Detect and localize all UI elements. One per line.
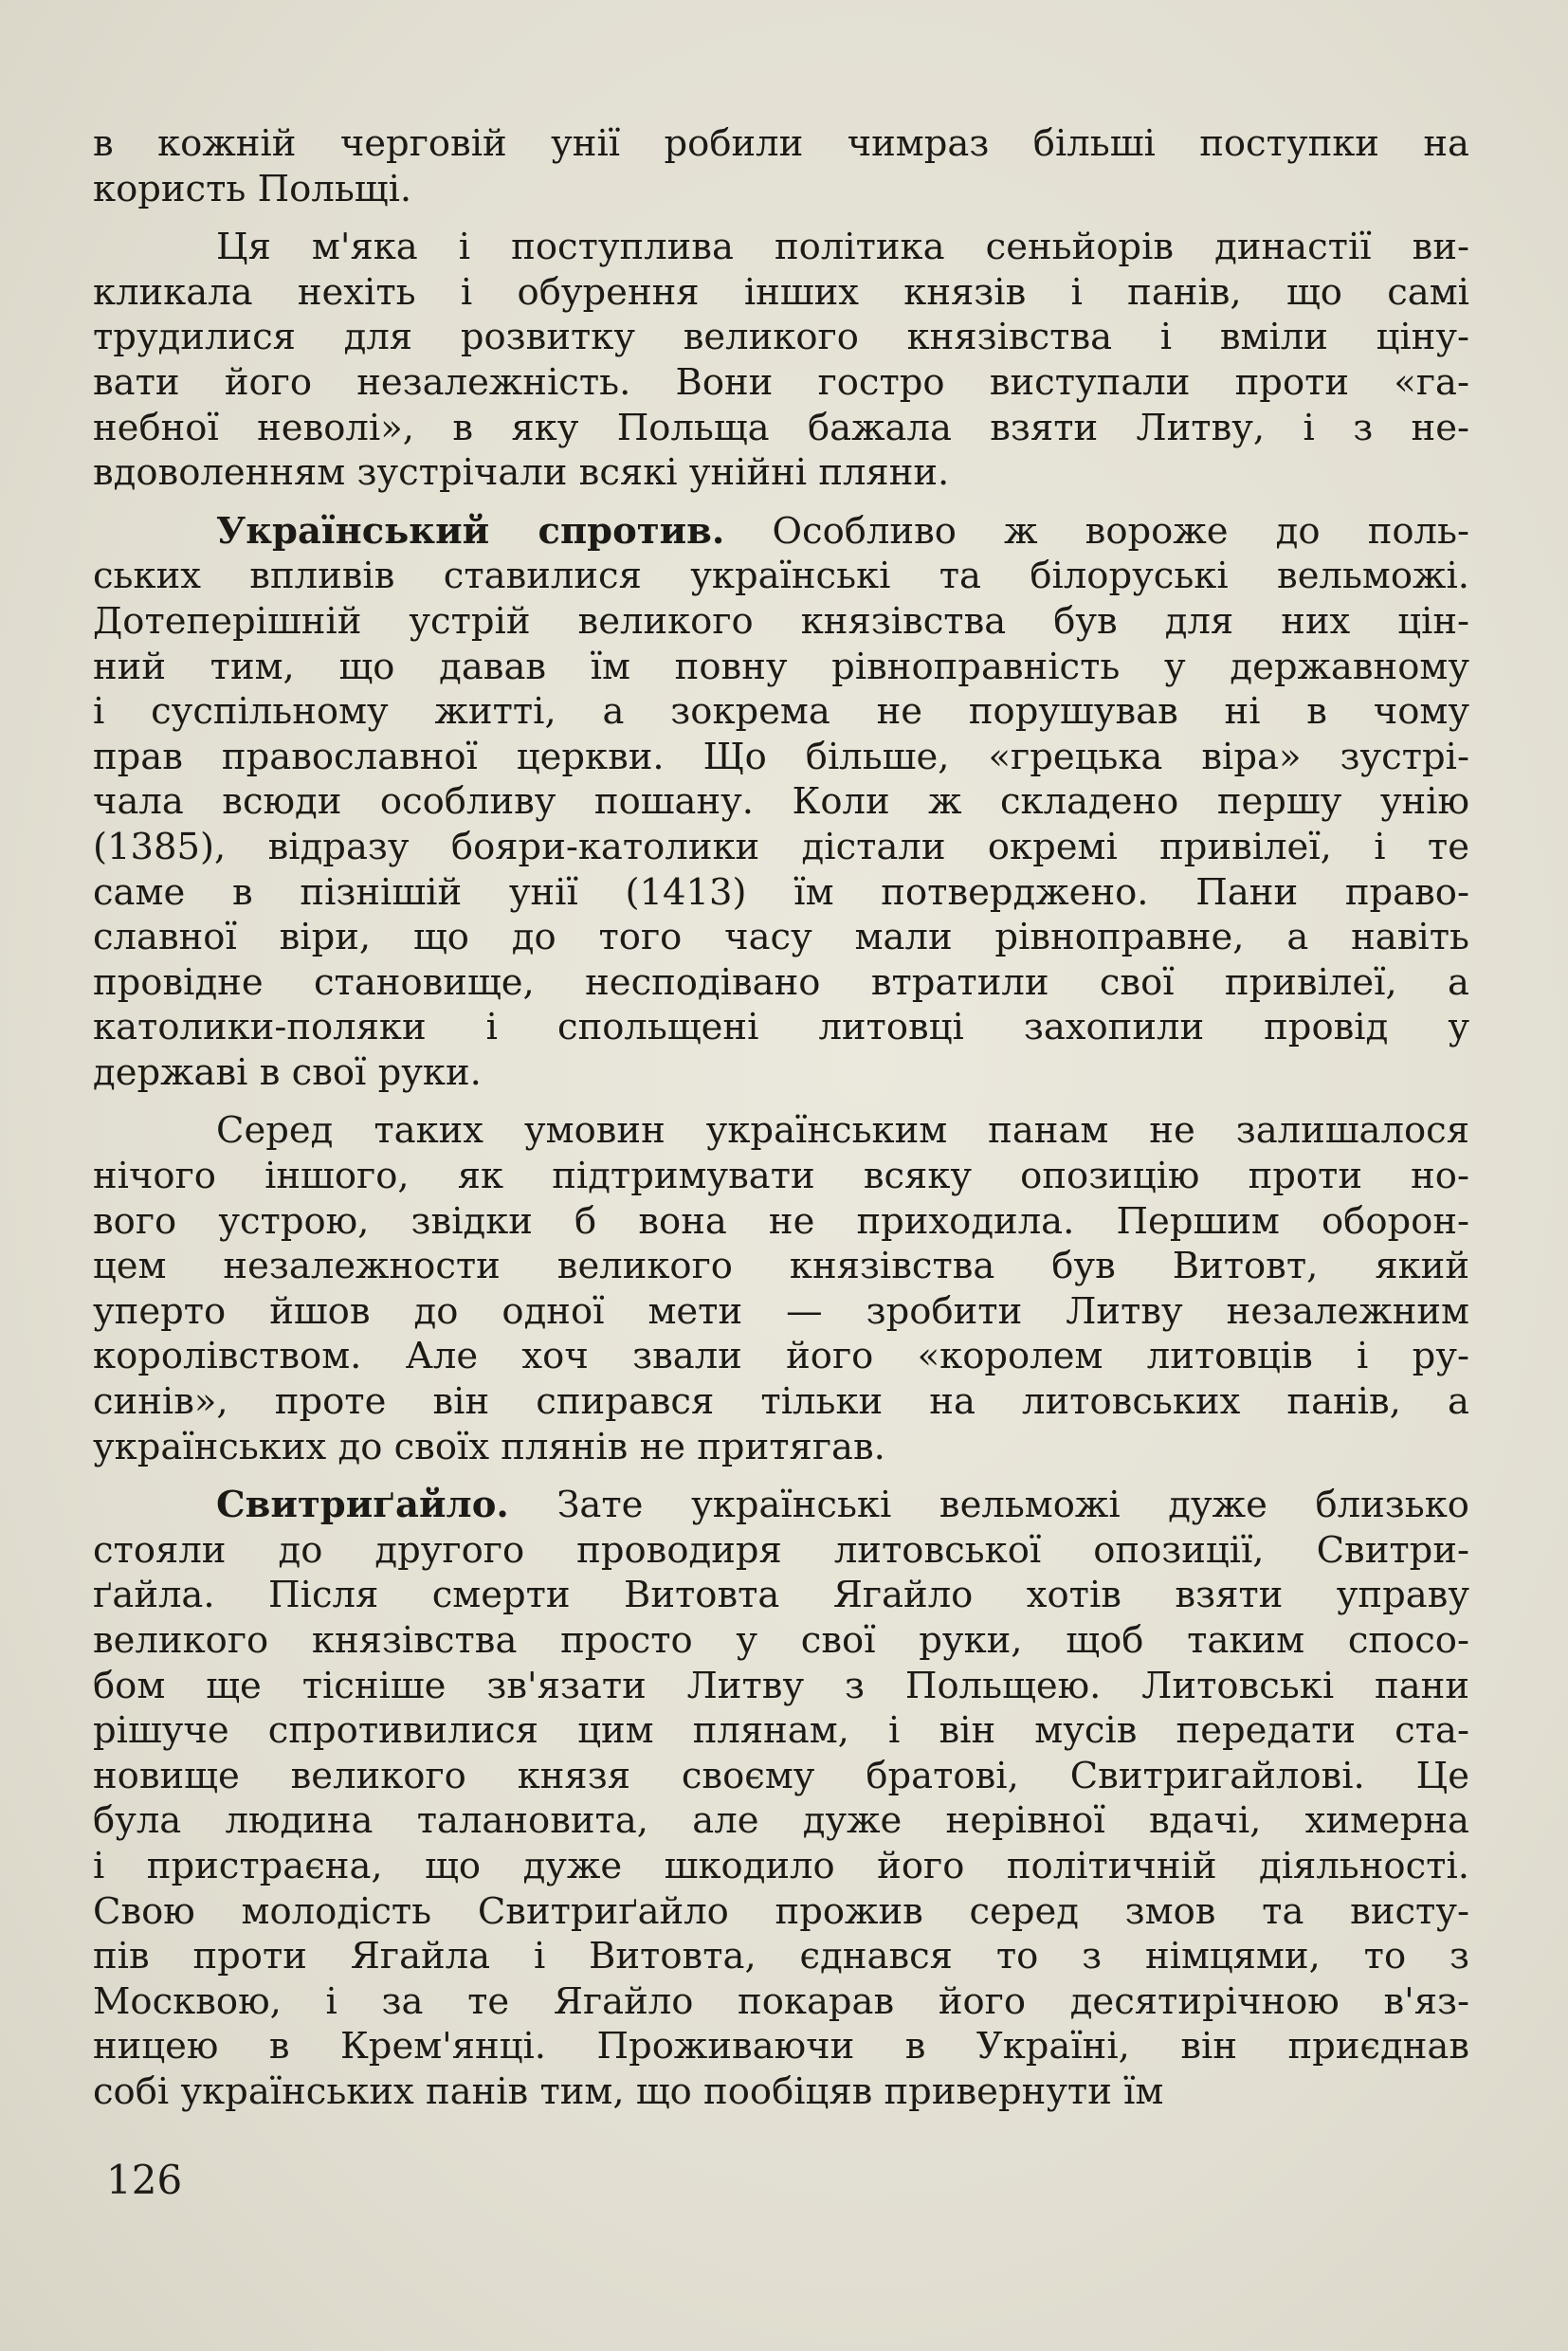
- line-text: Серед таких умовин українським панам не залишалося: [216, 1109, 1469, 1153]
- line-text: Дотеперішній устрій великого князівства був для них цін-: [93, 599, 1469, 643]
- text-line: [93, 1050, 1469, 1096]
- line-text: користь Польщі.: [93, 167, 412, 210]
- text-line: [93, 1334, 1469, 1379]
- line-text: саме в пізнішій унії (1413) їм потверджено. Пани право-: [93, 870, 1469, 914]
- text-line: [93, 825, 1469, 870]
- text-line: [93, 121, 1469, 167]
- line-text: великого князівства просто у свої руки, щоб таким спосо-: [93, 1619, 1469, 1662]
- text-line: [93, 735, 1469, 780]
- line-text: славної віри, що до того часу мали рівноправне, а навіть: [93, 916, 1469, 959]
- paragraph: [93, 509, 1469, 1096]
- line-text: кликала нехіть і обурення інших князів і панів, що самі: [93, 270, 1469, 314]
- text-line: [93, 2069, 1469, 2115]
- text-line: [93, 450, 1469, 496]
- line-text: в кожній черговій унії робили чимраз більші поступки на: [93, 122, 1469, 165]
- text-line: [93, 1664, 1469, 1709]
- line-text: Ця м'яка і поступлива політика сеньйорів династії ви-: [216, 226, 1469, 269]
- text-line: [93, 2024, 1469, 2069]
- text-line: [93, 870, 1469, 916]
- text-line: [93, 270, 1469, 316]
- text-line: [93, 1754, 1469, 1799]
- text-line: [93, 1573, 1469, 1618]
- text-line: [93, 167, 1469, 212]
- line-text: вдоволенням зустрічали всякі унійні пляни.: [93, 451, 950, 495]
- text-line: [93, 1289, 1469, 1335]
- text-line: [93, 1108, 1469, 1154]
- section-heading: Свитриґайло.: [216, 1484, 509, 1527]
- line-text: Зате українські вельможі дуже близько: [556, 1484, 1469, 1527]
- text-line: [93, 509, 1469, 555]
- page-number: 126: [106, 2157, 183, 2203]
- line-text: ґайла. Після смерти Витовта Ягайло хотів взяти управу: [93, 1574, 1469, 1617]
- line-text: пів проти Ягайла і Витовта, єднався то з німцями, то з: [93, 1935, 1469, 1978]
- paragraph: [93, 1483, 1469, 2114]
- line-text: Свою молодість Свитриґайло прожив серед змов та висту-: [93, 1889, 1469, 1933]
- line-text: небної неволі», в яку Польща бажала взяти Литву, і з не-: [93, 406, 1469, 449]
- text-line: [93, 1844, 1469, 1889]
- text-line: [93, 1934, 1469, 1979]
- line-text: вати його незалежність. Вони гостро виступали проти «га-: [93, 360, 1469, 404]
- text-line: [93, 1798, 1469, 1844]
- line-text: провідне становище, несподівано втратили свої привілеї, а: [93, 960, 1469, 1004]
- text-line: [93, 915, 1469, 960]
- text-line: [93, 225, 1469, 270]
- line-text: прав православної церкви. Що більше, «грецька віра» зустрі-: [93, 735, 1469, 778]
- text-line: [93, 1889, 1469, 1935]
- text-line: [93, 315, 1469, 360]
- text-line: [93, 1618, 1469, 1664]
- text-line: [93, 689, 1469, 735]
- text-line: [93, 779, 1469, 825]
- line-text: державі в свої руки.: [93, 1050, 482, 1094]
- line-text: вого устрою, звідки б вона не приходила. Першим оборон-: [93, 1199, 1469, 1243]
- line-text: українських до своїх плянів не притягав.: [93, 1425, 885, 1468]
- line-text: ських впливів ставилися українські та білоруські вельможі.: [93, 555, 1469, 598]
- text-line: [93, 645, 1469, 690]
- paragraph: [93, 1108, 1469, 1469]
- paragraph: [93, 225, 1469, 496]
- line-text: уперто йшов до одної мети — зробити Литву незалежним: [93, 1289, 1469, 1333]
- section-heading: Український спротив.: [216, 509, 725, 553]
- text-line: [93, 1199, 1469, 1245]
- text-line: [93, 1425, 1469, 1470]
- text-line: [93, 1483, 1469, 1528]
- text-line: [93, 1708, 1469, 1754]
- line-text: собі українських панів тим, що пообіцяв привернути їм: [93, 2069, 1164, 2113]
- text-line: [93, 960, 1469, 1006]
- line-text: королівством. Але хоч звали його «королем литовців і ру-: [93, 1335, 1469, 1378]
- line-text: Особливо ж вороже до поль-: [772, 509, 1469, 553]
- line-text: бом ще тісніше зв'язати Литву з Польщею. Литовські пани: [93, 1664, 1469, 1707]
- line-text: Москвою, і за те Ягайло покарав його десятирічною в'яз-: [93, 1979, 1469, 2023]
- line-text: і суспільному житті, а зокрема не порушував ні в чому: [93, 690, 1469, 734]
- text-line: [93, 406, 1469, 451]
- line-text: трудилися для розвитку великого князівства і вміли ціну-: [93, 316, 1469, 359]
- text-line: [93, 554, 1469, 599]
- line-text: стояли до другого проводиря литовської опозиції, Свитри-: [93, 1528, 1469, 1572]
- line-text: і пристраєна, що дуже шкодило його політичній діяльності.: [93, 1844, 1469, 1887]
- line-text: рішуче спротивилися цим плянам, і він мусів передати ста-: [93, 1709, 1469, 1753]
- line-text: синів», проте він спирався тільки на литовських панів, а: [93, 1380, 1469, 1424]
- line-text: (1385), відразу бояри-католики дістали окремі привілеї, і те: [93, 825, 1469, 868]
- text-line: [93, 360, 1469, 406]
- line-text: новище великого князя своєму братові, Свитригайлові. Це: [93, 1754, 1469, 1797]
- text-line: [93, 1244, 1469, 1289]
- text-line: [93, 1154, 1469, 1199]
- line-text: ний тим, що давав їм повну рівноправність у державному: [93, 645, 1469, 688]
- line-text: була людина талановита, але дуже нерівної вдачі, химерна: [93, 1799, 1469, 1843]
- text-line: [93, 1979, 1469, 2025]
- line-text: цем незалежности великого князівства був Витовт, який: [93, 1245, 1469, 1288]
- text-line: [93, 599, 1469, 645]
- text-line: [93, 1528, 1469, 1574]
- line-text: нічого іншого, як підтримувати всяку опозицію проти но-: [93, 1155, 1469, 1198]
- body-text: [93, 121, 1469, 2115]
- line-text: католики-поляки і спольщені литовці захопили провід у: [93, 1006, 1469, 1049]
- line-text: чала всюди особливу пошану. Коли ж складено першу унію: [93, 780, 1469, 824]
- text-line: [93, 1379, 1469, 1425]
- text-line: [93, 1005, 1469, 1050]
- line-text: ницею в Крем'янці. Проживаючи в Україні, він приєднав: [93, 2025, 1469, 2069]
- paragraph: [93, 121, 1469, 211]
